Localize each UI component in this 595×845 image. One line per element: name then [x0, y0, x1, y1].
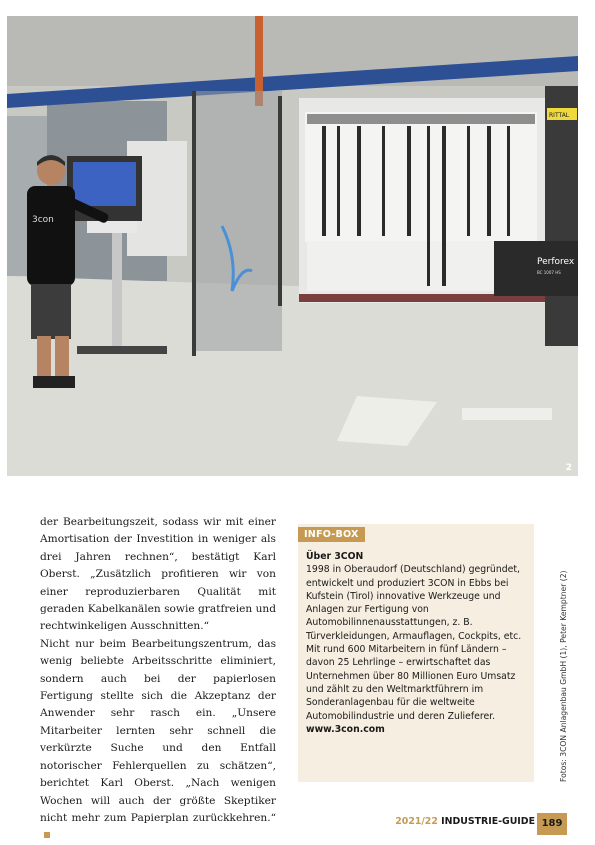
page-number: 189	[537, 813, 567, 835]
article-paragraph-text: Nicht nur beim Bearbeitungszentrum, das wenig beliebte Arbeitsschritte eliminiert, sondern auch bei der papierlosen Fertigung stellte sich die Akzeptanz der Anwender sehr rasch ein. „Unsere Mitarbeiter lernten sehr schnell die verkürzte Suche und den Entfall notorischer Fehlerquellen zu schätzen“, berichtet Karl Oberst. „Nach wenigen Wochen will auch der größte Skeptiker nicht mehr zum Papierplan zurückkehren.“	[40, 637, 276, 824]
photo-number: 2	[565, 463, 572, 473]
shirt-logo: 3con	[32, 215, 54, 225]
company-website-link[interactable]: www.3con.com	[306, 723, 385, 735]
footer-year: 2021/22	[395, 816, 438, 827]
info-box-tag: INFO-BOX	[298, 527, 365, 542]
footer-label	[395, 816, 535, 827]
info-box-text: 1998 in Oberaudorf (Deutschland) gegründet, entwickelt und produziert 3CON in Ebbs bei Kufstein (Tirol) innovative Werkzeuge und Anlagen zur Fertigung von Automobilinnenausstattungen, z. B. Türverkleidungen, Armauflagen, Cockpits, etc. Mit rund 600 Mitarbeitern in fünf Ländern – davon 25 Lehrlinge – erwirtschaftet das Unternehmen über 80 Millionen Euro Umsatz und zählt zu den Weltmarktführern im Sonderanlagenbau für die weltweite Automobilindustrie und deren Zulieferer.	[306, 564, 522, 722]
page-footer	[0, 813, 595, 835]
info-box-heading: Über 3CON	[306, 551, 364, 562]
info-box-content	[306, 550, 530, 736]
rittal-label: RITTAL	[549, 112, 570, 119]
photo-credit: Fotos: 3CON Anlagenbau GmbH (1), Peter Kemptner (2)	[559, 570, 568, 782]
article-photo	[7, 16, 578, 476]
machine-brand: Perforex	[537, 257, 575, 267]
machine-model: BC 1007 HS	[537, 270, 561, 275]
footer-title: INDUSTRIE-GUIDE	[441, 816, 535, 827]
factory-photo-illustration	[7, 16, 578, 476]
article-body	[40, 514, 276, 845]
article-paragraph: der Bearbeitungszeit, sodass wir mit einer Amortisation der Investition in weniger als drei Jahren rechnen“, bestätigt Karl Oberst. „Zusätzlich profitieren wir von einer reproduzierbaren Qualität mit geraden Kabelkanälen sowie gratfreien und rechtwinkeligen Ausschnitten.“	[40, 516, 276, 633]
